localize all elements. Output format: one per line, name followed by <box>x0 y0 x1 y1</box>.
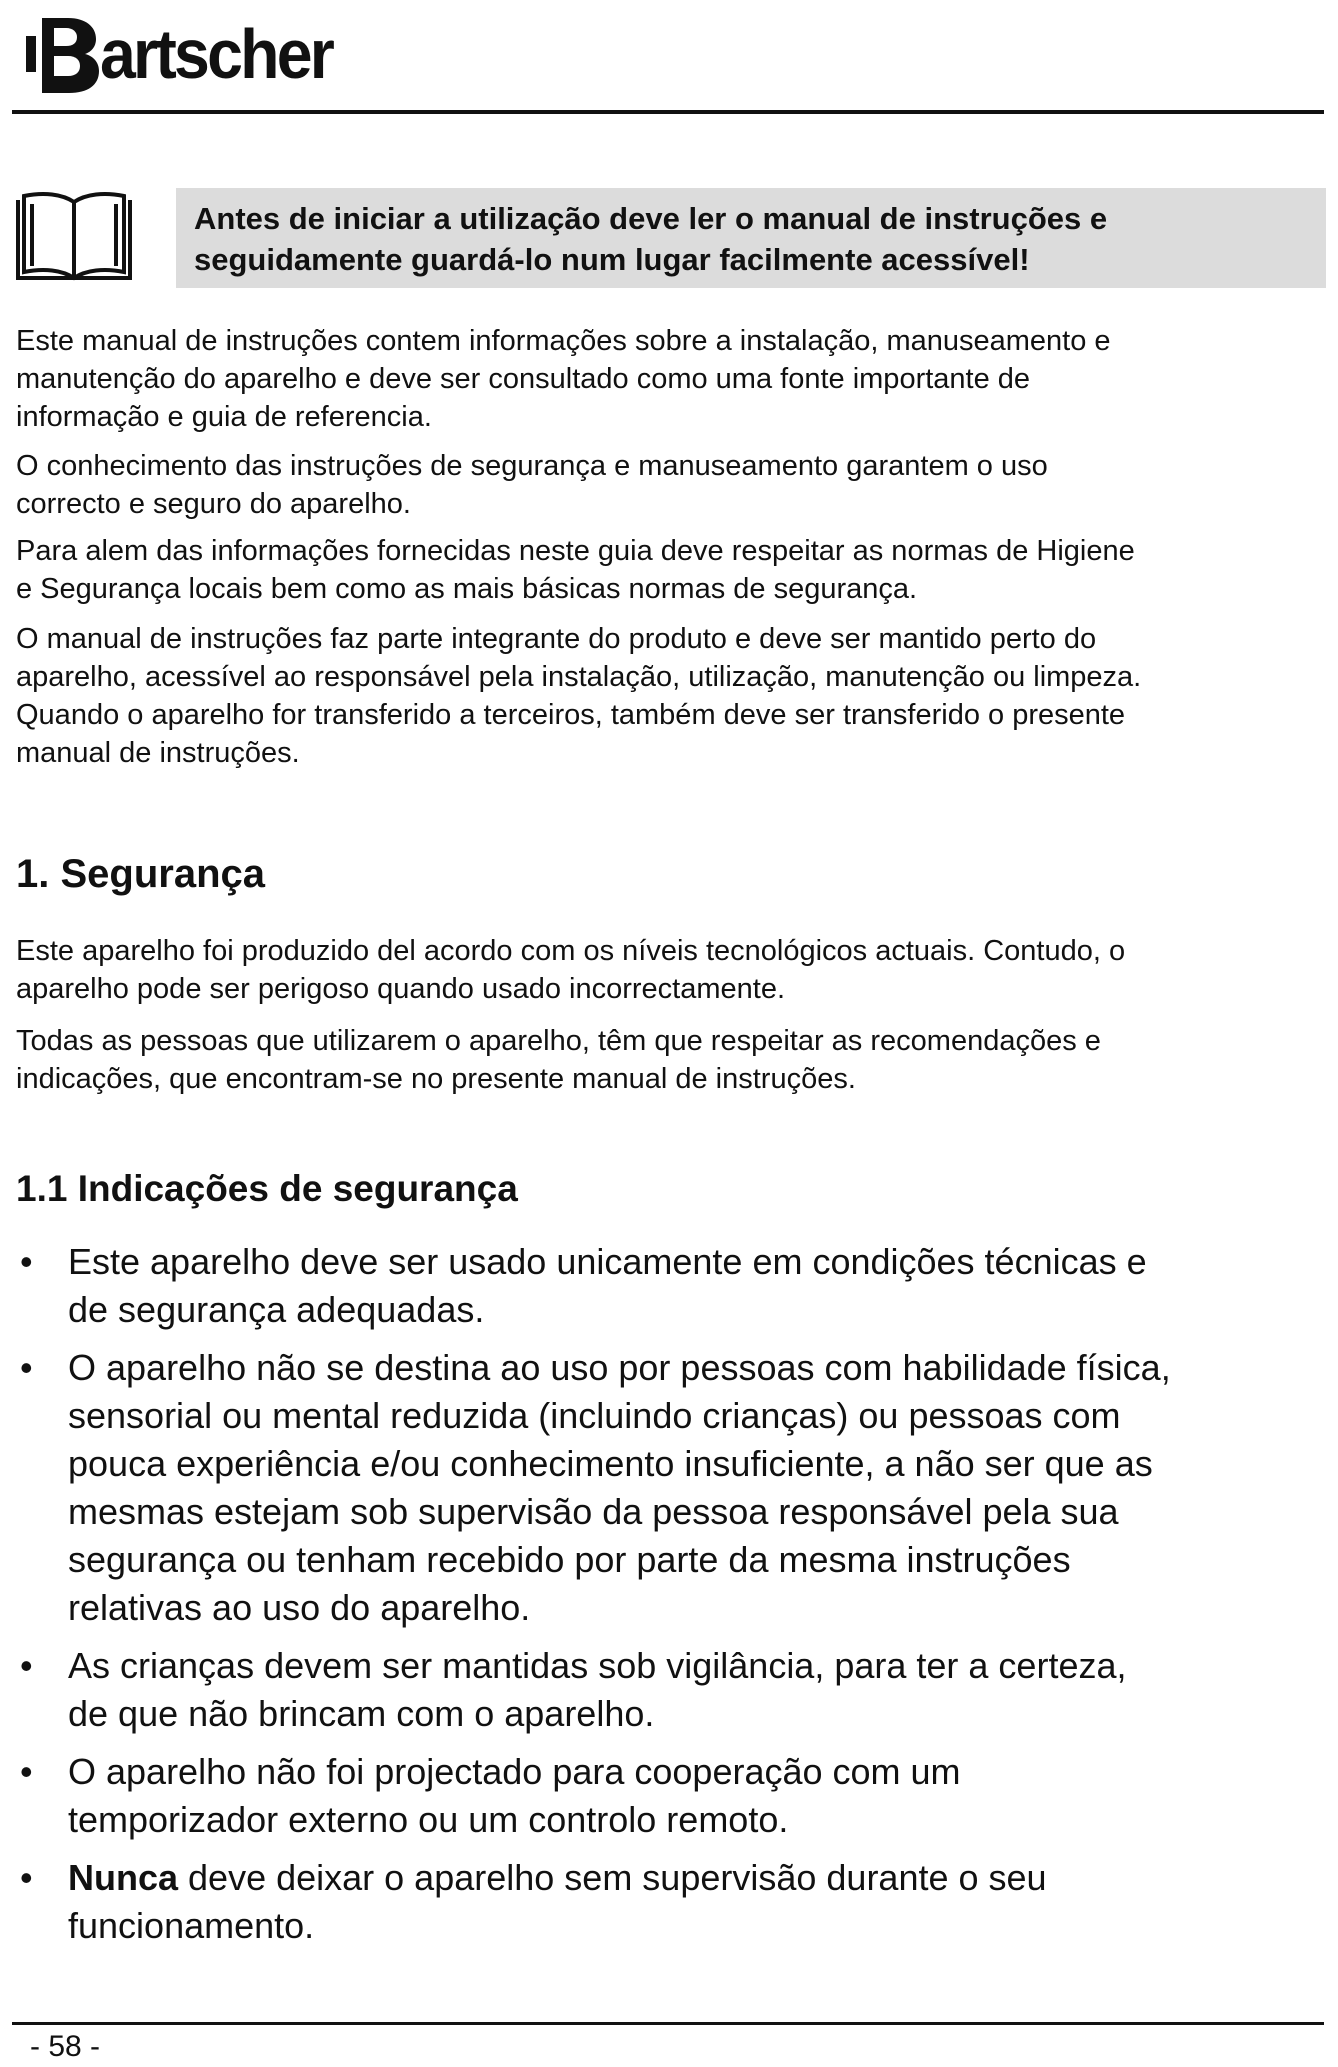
text-line: indicações, que encontram-se no presente manual de instruções. <box>16 1063 856 1095</box>
emphasis-text: Nunca <box>68 1857 179 1898</box>
text-line: mesmas estejam sob supervisão da pessoa responsável pela sua <box>68 1491 1119 1532</box>
intro-paragraph-3 <box>16 532 1326 608</box>
list-item <box>16 1238 1326 1334</box>
text-line: O aparelho não se destina ao uso por pessoas com habilidade física, <box>68 1347 1171 1388</box>
footer-divider <box>12 2022 1324 2025</box>
text-line: Quando o aparelho for transferido a terceiros, também deve ser transferido o presente <box>16 699 1126 731</box>
warning-notice <box>176 188 1326 288</box>
section-paragraph-2 <box>16 1022 1326 1098</box>
list-item <box>16 1642 1326 1738</box>
text-line: Este aparelho deve ser usado unicamente em condições técnicas e <box>68 1241 1147 1282</box>
text-line: sensorial ou mental reduzida (incluindo crianças) ou pessoas com <box>68 1395 1121 1436</box>
notice-line: Antes de iniciar a utilização deve ler o manual de instruções e <box>194 201 1108 236</box>
intro-paragraph-2 <box>16 447 1326 523</box>
bullet-marker: • <box>20 1751 33 1792</box>
text-line: Todas as pessoas que utilizarem o aparelho, têm que respeitar as recomendações e <box>16 1025 1101 1057</box>
text-line: Este aparelho foi produzido del acordo com os níveis tecnológicos actuais. Contudo, o <box>16 935 1126 967</box>
text-line <box>68 1854 1326 1902</box>
section-paragraph-1 <box>16 932 1326 1008</box>
list-item <box>16 1748 1326 1844</box>
text-line: relativas ao uso do aparelho. <box>68 1587 531 1628</box>
subsection-heading: 1.1 Indicações de segurança <box>16 1168 518 1209</box>
bullet-marker: • <box>20 1645 33 1686</box>
brand-logo-text: artscher <box>100 15 333 93</box>
notice-line: seguidamente guardá-lo num lugar facilmente acessível! <box>194 242 1030 277</box>
bullet-marker: • <box>20 1241 33 1282</box>
open-book-icon <box>14 190 134 284</box>
text-line: aparelho, acessível ao responsável pela instalação, utilização, manutenção ou limpeza. <box>16 661 1142 693</box>
text-line: Para alem das informações fornecidas neste guia deve respeitar as normas de Higiene <box>16 535 1135 567</box>
text-fragment: deve deixar o aparelho sem supervisão durante o seu <box>178 1857 1047 1898</box>
text-line: manual de instruções. <box>16 737 300 769</box>
header-divider <box>12 110 1324 114</box>
bullet-marker: • <box>20 1347 33 1388</box>
text-line: O aparelho não foi projectado para cooperação com um <box>68 1751 961 1792</box>
brand-logo <box>22 8 352 100</box>
intro-paragraph-1 <box>16 322 1326 436</box>
section-heading: 1. Segurança <box>16 852 266 896</box>
text-line: As crianças devem ser mantidas sob vigilância, para ter a certeza, <box>68 1645 1127 1686</box>
bullet-marker: • <box>20 1857 33 1898</box>
text-line: O conhecimento das instruções de segurança e manuseamento garantem o uso <box>16 450 1048 482</box>
text-line: temporizador externo ou um controlo remoto. <box>68 1799 789 1840</box>
text-line: de que não brincam com o aparelho. <box>68 1693 655 1734</box>
text-line: informação e guia de referencia. <box>16 401 432 433</box>
intro-paragraph-4 <box>16 620 1326 772</box>
text-line: O manual de instruções faz parte integrante do produto e deve ser mantido perto do <box>16 623 1097 655</box>
page-number: - 58 - <box>30 2030 101 2063</box>
text-line: manutenção do aparelho e deve ser consultado como uma fonte importante de <box>16 363 1031 395</box>
text-line: aparelho pode ser perigoso quando usado incorrectamente. <box>16 973 786 1005</box>
text-line: correcto e seguro do aparelho. <box>16 488 411 520</box>
text-line: segurança ou tenham recebido por parte da mesma instruções <box>68 1539 1071 1580</box>
text-line: funcionamento. <box>68 1905 315 1946</box>
safety-list <box>16 1238 1326 1960</box>
list-item <box>16 1854 1326 1950</box>
list-item <box>16 1344 1326 1632</box>
text-line: e Segurança locais bem como as mais básicas normas de segurança. <box>16 573 918 605</box>
brand-logo-mark <box>22 10 106 98</box>
text-line: pouca experiência e/ou conhecimento insuficiente, a não ser que as <box>68 1443 1153 1484</box>
text-line: Este manual de instruções contem informações sobre a instalação, manuseamento e <box>16 325 1111 357</box>
text-line: de segurança adequadas. <box>68 1289 485 1330</box>
